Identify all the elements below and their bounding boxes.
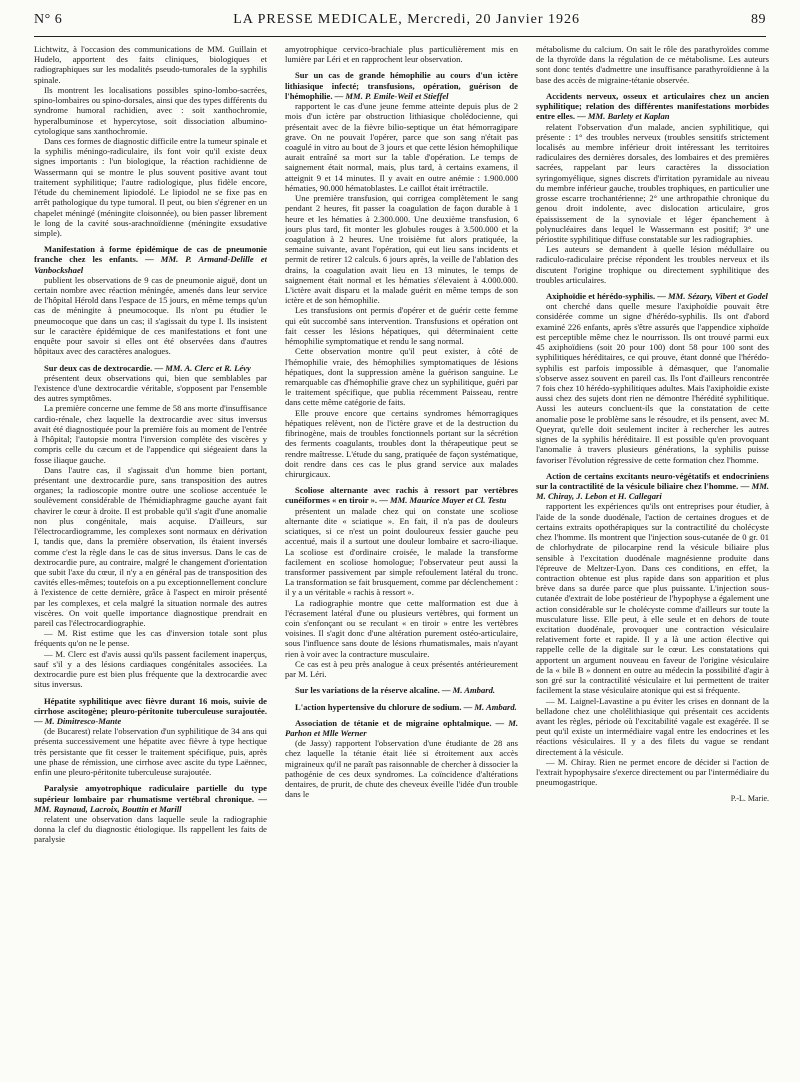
article-paragraph: Les auteurs se demandent à quelle lésion médullaire ou radiculo-radiculaire précise répondent les troubles nerveux et ils discutent l'origine trophique ou directement syphilitique des troubles articulaires. xyxy=(536,244,769,285)
article-authors: M. Ambard. xyxy=(452,685,496,696)
article-paragraph: — M. Rist estime que les cas d'inversion totale sont plus fréquents qu'on ne le pense. xyxy=(34,628,267,649)
article-heading xyxy=(536,91,769,122)
title-author-separator: — xyxy=(461,701,475,712)
header-rule xyxy=(34,36,766,37)
article xyxy=(536,471,769,788)
article-paragraph: présentent un malade chez qui on constate une scoliose alternante dite « sciatique ». En fait, il n'a pas de douleurs sciatiques, si ce n'est un point douloureux fessier gauche peu accentué, mais il a surtout une douleur lombaire et sacro-iliaque. La scoliose est d'ordinaire croisée, le malade la transforme facilement en scoliose homologue; l'observateur peut aussi la transformer passivement par simple refoulement latéral du tronc. La transformation se fait brusquement, comme par déclenchement : il y a un véritable « rachis à ressort ». xyxy=(285,505,518,598)
article-title: Paralysie amyotrophique radiculaire partielle du type supérieur lombaire par rhumatisme vertébral chronique. xyxy=(34,783,267,804)
page-number: 89 xyxy=(751,12,766,27)
article xyxy=(34,696,267,778)
title-author-separator: — xyxy=(138,254,161,265)
article-authors: MM. Barlety et Kaplan xyxy=(587,111,670,122)
article-title: Axiphoïdie et hérédo-syphilis. xyxy=(546,291,656,302)
article-paragraph: relatent l'observation d'un malade, ancien syphilitique, qui présente : 1° des troubles nerveux (troubles sensitifs strictement localisés au membre inférieur droit intéressant les territoires radiculaires des dernières dorsales, des lombaires et des premières sacrées, rappelant par leurs caractères la dissociation syringomyélique, signes discrets d'irritation pyramidale au niveau du membre inférieur gauche, troubles trophiques, en particulier une grosse escarre trochantérienne; 2° une arthropathie chronique du genou droit indolente, avec dislocation articulaire, gros épaississement de la synoviale et léger épanchement à polynucléaires dans lequel le Wassermann est positif; 3° une périostite syphilitique diffuse constatable sur les radiographies. xyxy=(536,121,769,244)
article-heading xyxy=(34,783,267,814)
text-columns xyxy=(34,44,769,1054)
article-paragraph: Lichtwitz, à l'occasion des communications de MM. Guillain et Hudelo, apportent des faits cliniques, biologiques et radiographiques sur les modalités pseudo-tumorales de la syphilis spinale. xyxy=(34,44,267,85)
article-authors: MM. Sézary, Vibert et Godel xyxy=(668,291,768,302)
article-paragraph: Cette observation montre qu'il peut exister, à côté de l'hémophilie vraie, des hémophilies symptomatiques de lésions hépatiques, dont la suppression amène la guérison sanguine. Le remarquable cas d'hémophilie grave chez un syphilitique, guéri par le traitement spécifique, que publia récemment Paisseau, rentre dans cette même catégorie de faits. xyxy=(285,346,518,408)
article-heading xyxy=(285,685,518,695)
article-paragraph: rapportent les expériences qu'ils ont entreprises pour étudier, à l'aide de la sonde duodénale, l'action de certaines drogues et de certains extraits opothérapiques sur la contractilité du cholécyste chez l'homme. Ils montrent que l'injection sous-cutanée de 0 gr. 01 de chlorhydrate de pilocarpine rend la vésicule biliaire plus sensible à l'excitation duodénale magnésienne produite dans l'épreuve de Meltzer-Lyon. Dans ces conditions, en effet, la contraction obtenue est plus rapide dans son apparition et plus brève dans sa durée parce que plus puissante. L'injection sous-cutanée d'extrait de lobe postérieur de l'hypophyse a également une action considérable sur le cholécyste comme d'ailleurs sur toute la musculature lisse. Elle peut, à elle seule et en dehors de toute excitation duodénale, provoquer une contraction vésiculaire relativement forte et rapide. Il y a là une action élective qui rappelle celle de la digitale sur le cœur. Les constatations qui apportent un argument nouveau en faveur de l'origine vésiculaire de la « bile B » donnent en outre au médecin la possibilité d'agir à son gré sur la contractilité vésiculaire et lui permettent de traiter facilement la stase vésiculaire atonique qui est si fréquente. xyxy=(536,501,769,696)
article-paragraph: Dans ces formes de diagnostic difficile entre la tumeur spinale et la syphilis méningo-radiculaire, ils font voir qu'il existe deux signes importants : l'un biologique, la réaction rachidienne de Wassermann qui se montre le plus souvent positive avant tout traitement syphilitique; l'autre radiologique, plus fidèle encore, l'étude du cheminement lipiodolé. Le lipiodol ne se fixe pas en arrêt pathologique du type tumoral. Il peut, ou bien s'égrener en un chapelet méningé (méningite cloisonnée), ou bien passer librement le long de la cavité sous-arachnoïdienne (méningite exsudative simple). xyxy=(34,135,267,238)
article-authors: MM. Maurice Mayer et Cl. Testu xyxy=(389,495,507,506)
article-authors: MM. A. Clerc et R. Lévy xyxy=(165,362,251,373)
article-heading xyxy=(536,471,769,502)
article-paragraph: présentent deux observations qui, bien que semblables par l'existence d'une dextrocardie véritable, s'opposent par l'ensemble des autres symptômes. xyxy=(34,372,267,404)
article-heading xyxy=(285,702,518,712)
article-paragraph: Elle prouve encore que certains syndromes hémorragiques hépatiques relèvent, non de l'ictère grave et de la destruction du fibrinogène, mais de troubles fonctionnels portant sur la sécrétion des ferments coagulants, troubles dont la thérapeutique peut se rendre maîtresse. L'étude du sang, pratiquée de façon systématique, doit rendre dans ces cas le plus grand service aux malades chirurgicaux. xyxy=(285,407,518,479)
article-paragraph: (de Bucarest) relate l'observation d'un syphilitique de 34 ans qui présenta successivement une hépatite avec fièvre à type hectique très persistante que fit cesser le traitement spécifique, puis, après une phase de rémission, une cirrhose avec ascite du type Laënnec, enfin une pleuro-péritonite tuberculeuse surajoutée. xyxy=(34,726,267,778)
article-paragraph: rapportent le cas d'une jeune femme atteinte depuis plus de 2 mois d'un ictère par obstruction lithiasique cholédocienne, qui présentait avec de la fièvre bilio-septique un état hémorragipare grave. On ne pouvait l'opérer, parce que son sang n'était pas coagulé in vitro au bout de 3 jours et que cette lésion hémophilique aurait entraîné sa mort sur la table d'opération. Le temps de saignement était normal, mais, plus tard, à certains examens, il atteignit 9 et 14 minutes. Il y avait en outre anémie : 1.900.000 hématies, 90.000 hématoblastes. Le caillot était irrétractile. xyxy=(285,101,518,193)
column-3 xyxy=(536,44,769,1054)
article-paragraph: publient les observations de 9 cas de pneumonie aiguë, dont un certain nombre avec réaction méningée, amenés dans leur service de l'hôpital Hérold dans l'espace de 15 jours, en même temps qu'un cas de méningite à pneumocoque. Ils n'ont pu étudier le pneumocoque que dans un cas; il s'agissait du type I. Ils insistent sur le caractère épidémique de ces manifestations et font une enquête pour savoir si elles ont été observées dans d'autres hôpitaux avec des caractères analogues. xyxy=(34,274,267,357)
article-paragraph: — M. Chiray. Rien ne permet encore de décider si l'action de l'extrait hypophysaire s'exerce directement ou par l'intermédiaire du pneumogastrique. xyxy=(536,756,769,788)
article xyxy=(285,485,518,679)
article xyxy=(285,44,518,64)
title-author-separator: — xyxy=(439,685,453,696)
article xyxy=(536,91,769,285)
article xyxy=(285,702,518,712)
title-author-separator: — xyxy=(152,362,166,373)
article-paragraph: La première concerne une femme de 58 ans morte d'insuffisance cardio-rénale, chez laquelle la dextrocardie avec situs inversus avait été diagnostiquée pour la première fois au moment de l'entrée à l'hôpital; l'autopsie montra l'inversion complète des viscères y compris celle du cæcum et de l'appendice qui siégeaient dans la fosse iliaque gauche. xyxy=(34,403,267,465)
article-authors: MM. Raynaud, Lacroix, Bouttin et Marill xyxy=(34,803,182,814)
article-heading xyxy=(34,696,267,727)
article-title: L'action hypertensive du chlorure de sodium. xyxy=(295,701,462,712)
column-2 xyxy=(285,44,518,1054)
article-paragraph: ont cherché dans quelle mesure l'axiphoïdie pouvait être considérée comme un signe d'hérédo-syphilis. Ils ont d'abord examiné 226 enfants, après s'être assurés que l'appendice xiphoïde est perceptible même chez le nourrisson. Ils ont trouvé parmi eux 45 axiphoïdiens (soit 20 pour 100) dont 58 pour 100 sont des syphilitiques héréditaires, ce qui prouve, étant donné que l'hérédo-syphilis est parfois impossible à démasquer, que l'anomalie s'observe assez souvent en pareil cas. Ils l'ont d'ailleurs rencontrée 7 fois chez 10 hérédo-syphilitiques adultes. Mais l'axiphoïdie existe aussi chez des sujets dont rien ne démontre l'hérédité syphilitique. Aussi les auteurs concluent-ils que la constatation de cette anomalie pose le problème sans le résoudre, et ils pensent, avec M. Queyrat, qu'elle doit seulement inciter à rechercher les autres signes de la syphilis héréditaire. Il est possible qu'en provoquant l'anomalie à travers plusieurs générations, la syphilis puisse favoriser l'évolution régressive de cette formation chez l'homme. xyxy=(536,301,769,465)
article-title: Sur les variations de la réserve alcaline. xyxy=(295,685,440,696)
article-heading xyxy=(536,291,769,301)
title-author-separator: — xyxy=(574,111,588,122)
article-heading xyxy=(34,244,267,275)
article xyxy=(285,70,518,479)
title-author-separator: — xyxy=(332,90,346,101)
title-author-separator: — xyxy=(491,717,509,728)
article-heading xyxy=(285,70,518,101)
article-authors: MM. M. Chiray, J. Lebon et H. Callegari xyxy=(536,480,769,502)
article-authors: M. Ambard. xyxy=(474,701,517,712)
title-author-separator: — xyxy=(34,716,45,726)
article-heading xyxy=(285,718,518,738)
title-author-separator: — xyxy=(377,495,390,506)
column-1 xyxy=(34,44,267,1054)
article-paragraph: Ce cas est à peu près analogue à ceux présentés antérieurement par M. Léri. xyxy=(285,658,518,680)
article-title: Manifestation à forme épidémique de cas de pneumonie franche chez les enfants. xyxy=(34,244,267,265)
article-heading xyxy=(285,485,518,505)
title-author-separator: — xyxy=(254,793,267,804)
title-author-separator: — xyxy=(738,480,752,491)
article xyxy=(285,718,518,800)
article-paragraph: Les transfusions ont permis d'opérer et de guérir cette femme qui eût succombé sans intervention. Transfusions et opération ont fait cesser les lésions hépatiques, qui déterminaient cette hémophilie symptomatique et rendu le sang normal. xyxy=(285,305,518,347)
article-paragraph: amyotrophique cervico-brachiale plus particulièrement mis en lumière par Léri et en rapprochent leur observation. xyxy=(285,44,518,65)
article-authors: MM. P. Emile-Weil et Stieffel xyxy=(345,90,449,101)
article xyxy=(34,363,267,690)
article-title: Association de tétanie et de migraine ophtalmique. xyxy=(295,717,492,728)
article-title: Accidents nerveux, osseux et articulaires chez un ancien syphilitique; relation des différentes manifestations morbides entre elles. xyxy=(536,90,769,122)
article-authors: MM. P. Armand-Delille et Vanbockshael xyxy=(34,254,267,275)
article-paragraph: métabolisme du calcium. On sait le rôle des parathyroïdes comme de la thyroïde dans la régulation de ce métabolisme. Les auteurs sont donc tentés d'admettre une insuffisance parathyroïdienne à la base des accès de migraine-tétanie observée. xyxy=(536,44,769,85)
article xyxy=(536,44,769,85)
article-title: Action de certains excitants neuro-végétatifs et endocriniens sur la contractilité de la vésicule biliaire chez l'homme. xyxy=(536,470,769,491)
article-title: Sur deux cas de dextrocardie. xyxy=(44,362,153,373)
title-author-separator: — xyxy=(655,291,668,302)
article-authors: M. Parhon et Mlle Werner xyxy=(285,717,518,738)
article-paragraph: La radiographie montre que cette malformation est due à l'écrasement latéral d'une ou plusieurs vertèbres, qui forment un coin s'enfonçant ou se reculant « en tiroir » entre les vertèbres voisines. Il s'agit donc d'une altération purement ostéo-articulaire, sous l'influence sans doute de lésions rhumatismales, mais n'ayant rien à voir avec la contracture musculaire. xyxy=(285,597,518,659)
article-paragraph: relatent une observation dans laquelle seule la radiographie donna la clef du diagnostic étiologique. Ils rappellent les faits de paralysie xyxy=(34,813,267,845)
article xyxy=(536,291,769,465)
article-paragraph: — M. Laignel-Lavastine a pu éviter les crises en donnant de la belladone chez une cholélithiasique qui présentait ces accidents avant les règles, période où l'excitabilité vagale est exagérée. Il se peut qu'il existe un intermédiaire vagal entre les endocrines et les réactions vésiculaires. Il y a des filets du vague se rendant directement à la vésicule. xyxy=(536,695,769,757)
article-paragraph: Ils montrent les localisations possibles spino-lombo-sacrées, spino-lombaires ou spino-dorsales, ainsi que des types différents du syndrome humoral rachidien, avec : soit xanthochromie, hyperalbuminose et hypercytose, soit dissociation albumino-cytologique sans xanthochromie. xyxy=(34,84,267,136)
article xyxy=(285,685,518,695)
article-title: Scoliose alternante avec rachis à ressort par vertèbres cunéiformes « en tiroir ». xyxy=(285,485,518,506)
article-paragraph: — M. Clerc est d'avis aussi qu'ils passent facilement inaperçus, sauf s'il y a des lésions cardiaques congénitales associées. La dextrocardie pure est bien plus fréquente que la dextrocardie avec situs inversus. xyxy=(34,648,267,690)
article-authors: M. Dimitresco-Mante xyxy=(44,716,122,726)
article xyxy=(34,783,267,844)
running-head xyxy=(34,12,766,34)
article-paragraph: Dans l'autre cas, il s'agissait d'un homme bien portant, présentant une dextrocardie pure, sans transposition des autres organes; la radioscopie montre outre une scoliose accentuée le soulèvement considérable de l'hémidiaphragme gauche ayant fait chavirer le cœur à droite. Il est probable qu'il s'agit d'une anomalie non plus congénitale, mais acquise. D'ailleurs, sur l'électrocardiogramme, les complexes sont normaux en dérivation I, tandis que, dans la première observation, ils étaient inversés comme c'est la règle dans le cas de situs inversus. Dans le cas de dextrocardie pure, au contraire, malgré le changement d'orientation que subit l'axe du cœur, il n'y a en général pas de transposition des cavités elles-mêmes; toutefois on a pu exceptionnellement conclure à l'existence de cette dernière, grâce à l'aspect en miroir présenté par les complexes, et cela malgré la situation normale des autres viscères. On voit quelle importance diagnostique prendrait en pareil cas l'électrocardiographie. xyxy=(34,464,267,629)
article-title: Hépatite syphilitique avec fièvre durant 16 mois, suivie de cirrhose ascitogène; pleuro-péritonite tuberculeuse surajoutée. xyxy=(34,695,267,716)
journal-title: LA PRESSE MEDICALE, Mercredi, 20 Janvier 1926 xyxy=(233,12,580,27)
article xyxy=(34,244,267,356)
article xyxy=(34,44,267,238)
author-signature: P.-L. Marie. xyxy=(730,793,769,803)
article-title: Sur un cas de grande hémophilie au cours d'un ictère lithiasique infecté; transfusions, opération, guérison de l'hémophilie. xyxy=(285,70,518,101)
article-paragraph: Une première transfusion, qui corrigea complètement le sang pendant 2 heures, fit passer la coagulation de façon durable à 1 heure et les hématies à 2.300.000. Une deuxième transfusion, 6 jours plus tard, fit monter les globules rouges à 3.500.000 et la coagulation à 2 heures. Une troisième fut alors pratiquée, la semaine suivante, avant l'opération, qui eut lieu sans incidents et permit de retirer 12 calculs. 6 jours après, la veille de l'ablation des drains, la coagulation avait lieu en 13 minutes, le temps de saignement était normal et les hématies s'élevaient à 4.000.000. L'ictère avait disparu et la malade guérit en même temps de son ictère et de son hémophilie. xyxy=(285,193,518,306)
article-heading xyxy=(34,363,267,373)
article-paragraph: (de Jassy) rapportent l'observation d'une étudiante de 28 ans chez laquelle la tétanie était liée si étroitement aux accès migraineux qu'il ne paraît pas raisonnable de chercher à dissocier la pathogénie de ces deux syndromes. La coïncidence d'altérations dentaires, de prurit, de chute des cheveux éveille l'idée d'un trouble dans le xyxy=(285,738,518,800)
issue-number: N° 6 xyxy=(34,12,63,27)
